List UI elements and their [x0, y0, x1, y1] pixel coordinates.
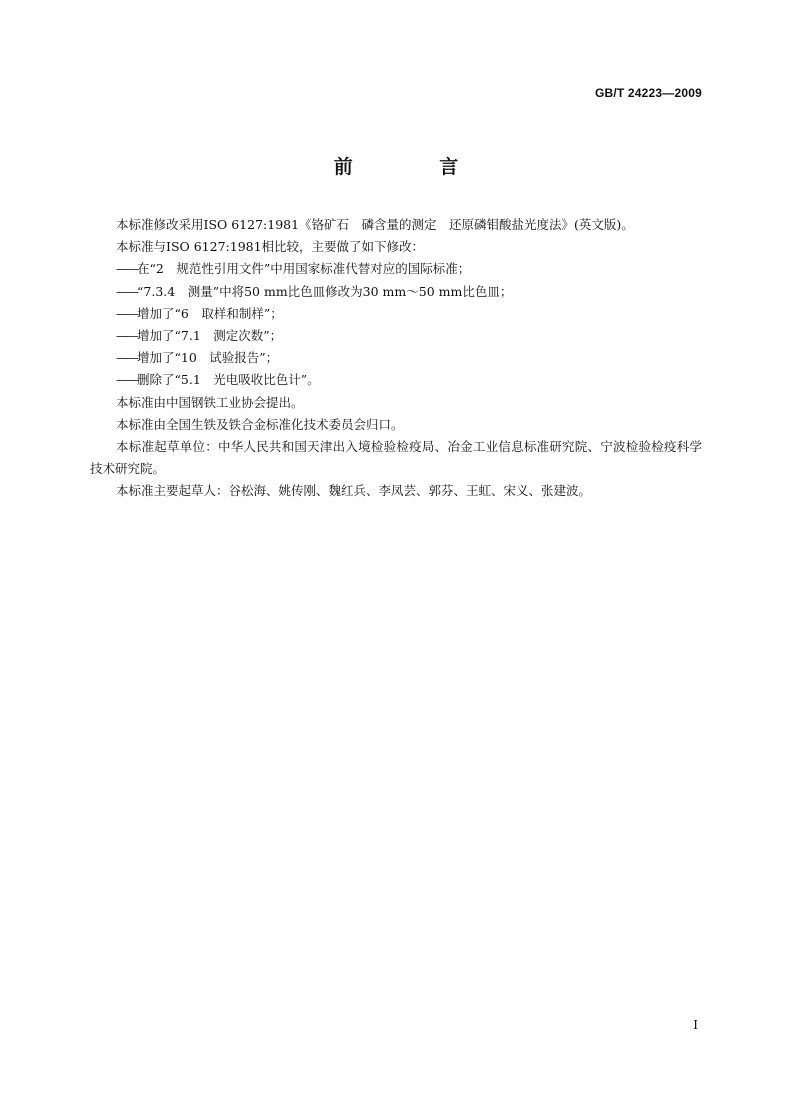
page-number: I [693, 1018, 698, 1032]
change-item-text: “7.3.4 测量”中将50 mm比色皿修改为30 mm～50 mm比色皿； [137, 283, 513, 299]
dash-marker: —— [116, 305, 137, 321]
dash-marker: —— [116, 372, 137, 388]
proposer-paragraph: 本标准由中国钢铁工业协会提出。 [116, 394, 304, 410]
change-item-text: 增加了“6 取样和制样”； [137, 305, 283, 321]
dash-marker: —— [116, 328, 137, 344]
change-item-text: 增加了“7.1 测定次数”； [137, 328, 283, 344]
standard-code: GB/T 24223—2009 [594, 86, 702, 100]
drafters-paragraph: 本标准主要起草人：谷松海、姚传刚、魏红兵、李凤芸、郭芬、王虹、宋义、张建波。 [116, 483, 592, 499]
adoption-paragraph: 本标准修改采用ISO 6127:1981《铬矿石 磷含量的测定 还原磷钼酸盐光度法》(英文版)。 [116, 217, 634, 232]
foreword-body [90, 214, 702, 503]
change-item-text: 删除了“5.1 光电吸收比色计”。 [137, 372, 320, 388]
committee-paragraph: 本标准由全国生铁及铁合金标准化技术委员会归口。 [116, 416, 404, 432]
change-item-text: 增加了“10 试验报告”； [137, 350, 279, 366]
dash-marker: —— [116, 283, 137, 299]
change-item [90, 325, 702, 347]
drafting-units-paragraph: 本标准起草单位：中华人民共和国天津出入境检验检疫局、冶金工业信息标准研究院、宁波检验检疫科学技术研究院。 [90, 439, 702, 477]
page-title: 前 言 [333, 156, 499, 178]
dash-marker: —— [116, 350, 137, 366]
change-item [90, 369, 702, 391]
change-item [90, 281, 702, 303]
dash-marker: —— [116, 261, 137, 277]
change-item [90, 258, 702, 280]
change-item-text: 在“2 规范性引用文件”中用国家标准代替对应的国际标准； [137, 261, 471, 277]
change-item [90, 347, 702, 369]
comparison-paragraph: 本标准与ISO 6127:1981相比较，主要做了如下修改： [116, 239, 425, 255]
change-item [90, 303, 702, 325]
